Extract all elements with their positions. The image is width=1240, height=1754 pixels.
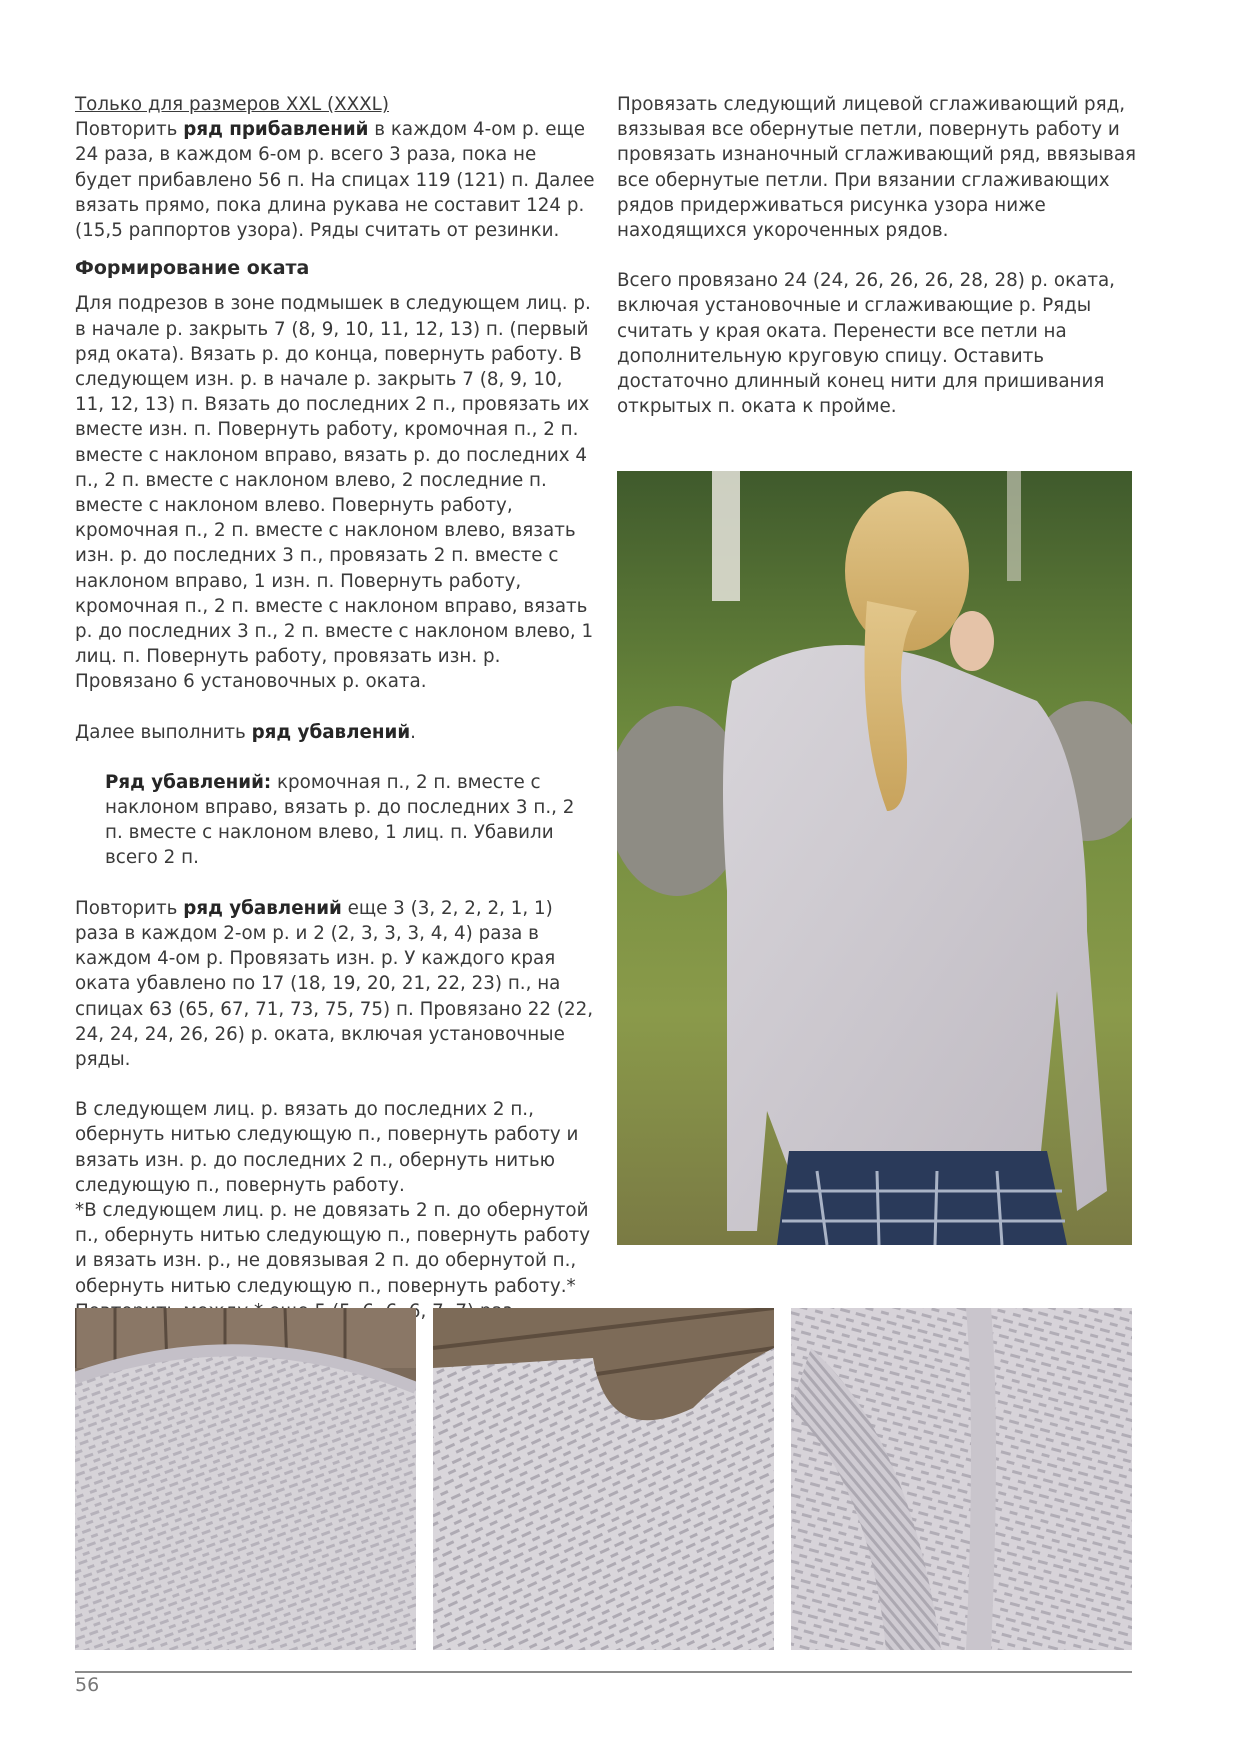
paragraph-decrease-row (75, 770, 595, 871)
detail-photo-3-illustration (791, 1308, 1132, 1650)
paragraph-repeat-decrease (75, 896, 595, 1072)
text-run: Повторить (75, 897, 184, 919)
detail-photo-back (433, 1308, 774, 1650)
size-note: Только для размеров XXL (XXXL) (75, 94, 389, 115)
detail-photo-1-illustration (75, 1308, 416, 1650)
model-photo (617, 471, 1132, 1245)
bold-term: ряд прибавлений (183, 119, 369, 141)
paragraph-smoothing-rows: Провязать следующий лицевой сглаживающий ряд, вяззывая все обернутые петли, повернуть работу и провязать изнаночный сглаживающий ряд, ввязывая все обернутые петли. При вязании сглаживающих рядов придерживаться рисунка узора ниже находящихся укороченных рядов. (617, 94, 1137, 242)
page-number: 56 (75, 1674, 100, 1696)
right-column (617, 92, 1142, 419)
detail-photo-neckline (75, 1308, 416, 1650)
paragraph-total-rows: Всего провязано 24 (24, 26, 26, 26, 28, 28) р. оката, включая установочные и сглаживающие р. Ряды считать у края оката. Перенести все петли на дополнительную круговую спицу. Оставить достаточно длинный конец нити для пришивания открытых п. оката к пройме. (617, 270, 1115, 418)
paragraph-short-rows-repeat: *В следующем лиц. р. не довязать 2 п. до обернутой п., обернуть нитью следующую п., повернуть работу и вязать изн. р., не довязывая 2 п. до обернутой п., обернуть нитью следующую п., повернуть работу.* 6, (75, 1199, 591, 1322)
model-photo-illustration (617, 471, 1132, 1245)
text-run: Далее выполнить (75, 721, 252, 743)
text-run: . (410, 721, 416, 743)
text-run: Повторить (75, 119, 184, 141)
text-run: кромочная п., 2 п. вместе с наклоном вправо, вязать р. до последних 3 п., 2 п. вместе с наклоном влево, 1 лиц. п. Убавили всего 2 п. (105, 771, 575, 869)
paragraph-short-rows: В следующем лиц. р. вязать до последних 2 п., обернуть нитью следующую п., повернуть работу и вязать изн. р. до последних 2 п., обернуть нитью следующую п., повернуть работу. (75, 1099, 579, 1196)
paragraph-increase (75, 117, 595, 243)
text-run: в каждом 4-ом р. еще 24 раза, в каждом 6-ом р. всего 3 раза, пока не будет прибавлено 56 п. На спицах 119 (121) п. Далее вязать прямо, пока длина рукава не составит 124 р. (15,5 раппортов узора). Ряды считать от резинки. (75, 119, 595, 242)
detail-photo-raglan (791, 1308, 1132, 1650)
left-column (75, 92, 595, 1324)
detail-photo-2-illustration (433, 1308, 774, 1650)
bold-term: ряд убавлений (183, 897, 342, 919)
paragraph-next-step (75, 720, 595, 745)
bold-term: ряд убавлений (251, 721, 411, 743)
bold-term: Ряд убавлений: (105, 771, 272, 793)
footer-rule (75, 1671, 1132, 1673)
paragraph-cap-shaping: Для подрезов в зоне подмышек в следующем лиц. р. в начале р. закрыть 7 (8, 9, 10, 11, 12, 13) п. (первый ряд оката). Вязать р. до конца, повернуть работу. В следующем изн. р. в начале р. закрыть 7 (8, 9, 10, 11, 12, 13) п. Вязать до последних 2 п., провязать их вместе изн. п. Повернуть работу, кромочная п., 2 п. вместе с наклоном вправо, вязать р. до последних 4 п., 2 п. вместе с наклоном влево, 2 последние п. вместе с наклоном влево. Повернуть работу, кромочная п., 2 п. вместе с наклоном влево, вязать изн. р. до последних 3 п., провязать 2 п. вместе с наклоном вправо, 1 изн. п. Повернуть работу, кромочная п., 2 п. вместе с наклоном вправо, вязать р. до последних 3 п., 2 п. вместе с наклоном влево, 1 лиц. п. Повернуть работу, провязать изн. р. Провязано 6 установочных р. оката. (75, 293, 594, 693)
text-run: еще 3 (3, 2, 2, 2, 1, 1) раза в каждом 2-ом р. и 2 (2, 3, 3, 3, 4, 4) раза в каждом 4-ом р. Провязать изн. р. У каждого края оката убавлено по 17 (18, 19, 20, 21, 22, 23) п., на спицах 63 (65, 67, 71, 73, 75, 75) п. Провязано 22 (22, 24, 24, 24, 26, 26) р. оката, включая установочные ряды. (75, 897, 594, 1070)
section-heading: Формирование оката (75, 257, 310, 280)
